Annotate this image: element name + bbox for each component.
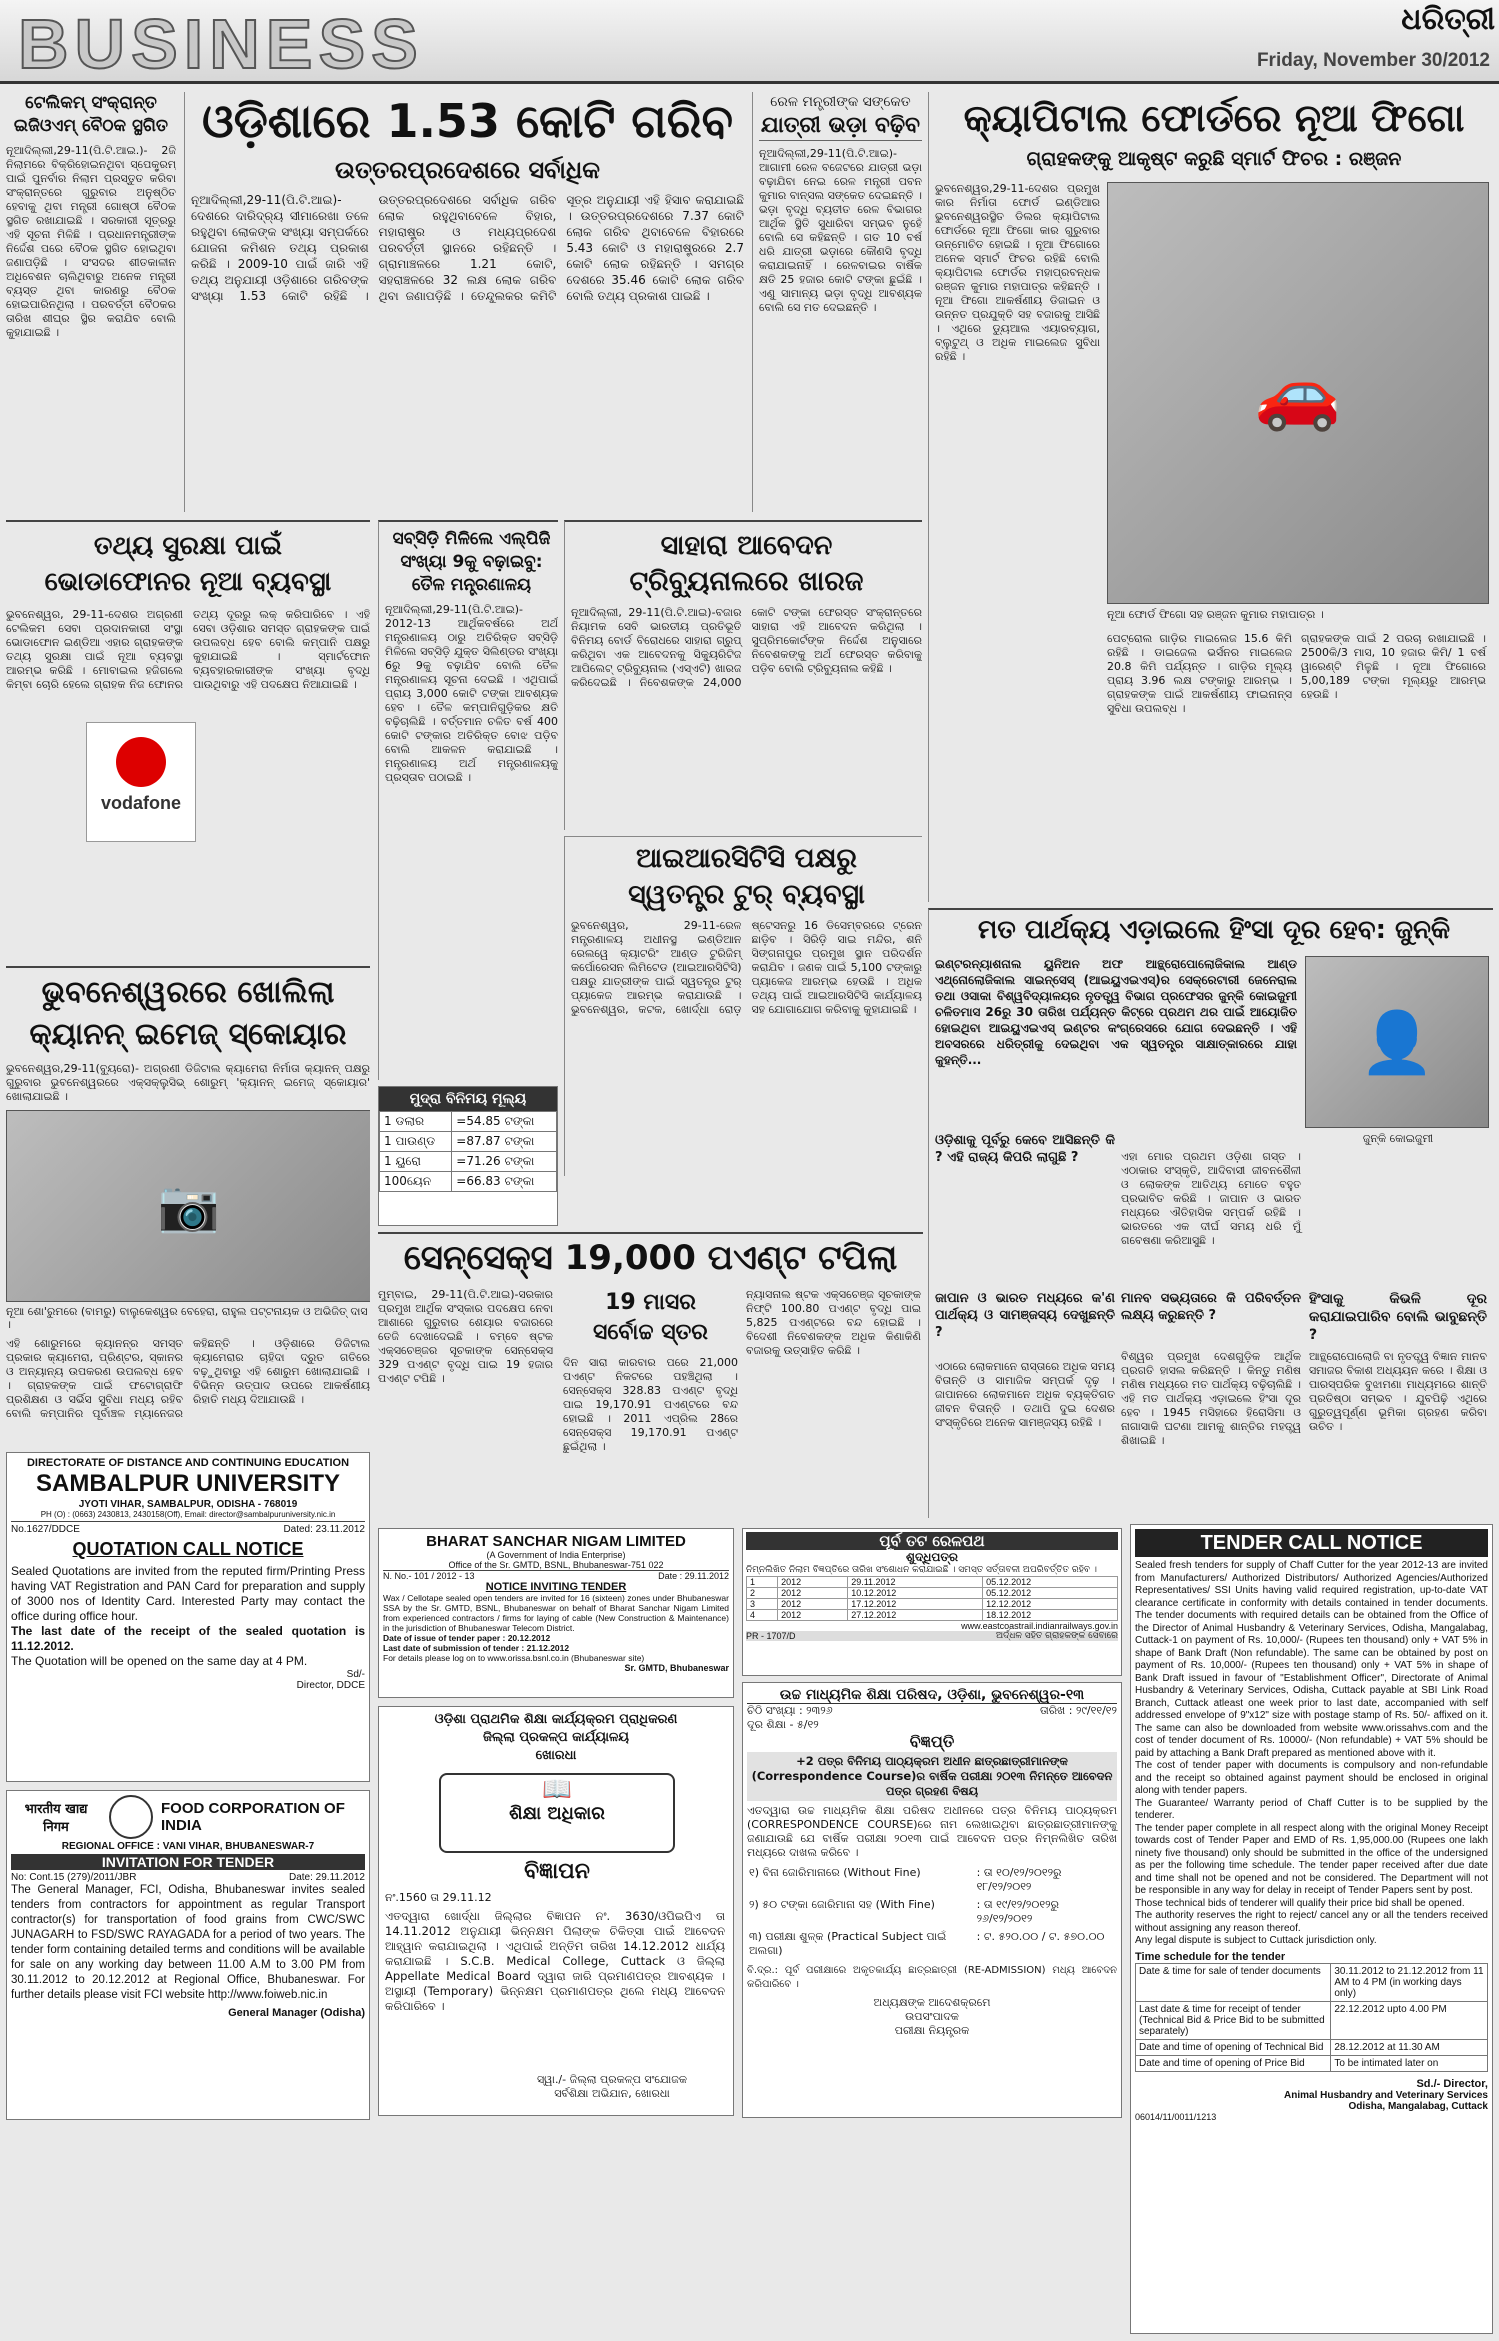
body-left: ମୁମ୍ବାଇ, 29-11(ପି.ଟି.ଆଇ)-ସରକାର ପ୍ରମୁଖ ଆର୍ଥିକ ସଂସ୍କାର ପଦକ୍ଷେପ ନେବା ଆଶାରେ ଗୁରୁବାର ଶେୟାର ବଜାରରେ ତେଜି ଦେଖାଦେଇଛି । ବମ୍ବେ ଷ୍ଟକ ଏକ୍ସଚେଞ୍ଜର ସୂଚକାଙ୍କ ସେନ୍‌ସେକ୍ସ 329 ପଏଣ୍ଟ ବୃଦ୍ଧି ପାଇ 19 ହଜାର ପଏଣ୍ଟ ଟପିଛି । — [378, 1288, 553, 1385]
chse-file: ଦୂର ଶିକ୍ଷା - ୫/୧୨ — [747, 1718, 819, 1731]
body: ଏହି ଶୋରୁମରେ କ୍ୟାନନ୍‌ର ସମସ୍ତ ପ୍ରକାର କ୍ୟାମେରା, ପ୍ରିଣ୍ଟର, ସ୍କାନର ଓ ଅନ୍ୟାନ୍ୟ ଉପକରଣ ଉପଲବ୍ଧ ହେବ । ଗ୍ରାହକଙ୍କ ପାଇଁ ଫଟୋଗ୍ରାଫି ପ୍ରଶିକ୍ଷଣ ଓ ସର୍ଭିସ ସୁବିଧା ମଧ୍ୟ ରହିବ ବୋଲି କମ୍ପାନିର ପୂର୍ବାଞ୍ଚଳ ମ୍ୟାନେଜର କହିଛନ୍ତି । ଓଡ଼ିଶାରେ ଡିଜିଟାଲ କ୍ୟାମେରାର ଚାହିଦା ଦ୍ରୁତ ଗତିରେ ବଢ଼ୁଥିବାରୁ ଏହି ଶୋରୁମ ଖୋଲାଯାଇଛି । ବିଭିନ୍ନ ଉତ୍ପାଦ ଉପରେ ଆକର୍ଷଣୀୟ ରିହାତି ମଧ୍ୟ ଦିଆଯାଉଛି । — [6, 1337, 370, 1420]
logo-text: vodafone — [100, 793, 181, 813]
ecr-pr: PR - 1707/D — [746, 1631, 796, 1641]
bsnl-body: Wax / Cellotape sealed open tenders are invited for 16 (sixteen) zones under Bhubaneswar SSA by the Sr. GMTD, BSNL, Bhubaneswar on behalf of Bharat Sanchar Nigam Limited from experienced contractors / firms for laying of cable (New Construction & Maintenance) in the jurisdiction of Bhubaneswar Telecom District. — [383, 1593, 729, 1633]
body-intro: ଭୁବନେଶ୍ୱର,29-11(ବ୍ୟୁରୋ)- ଅଗ୍ରଣୀ ଡିଜିଟାଲ କ୍ୟାମେରା ନିର୍ମାତା କ୍ୟାନନ୍ ପକ୍ଷରୁ ଗୁରୁବାର ଭୁବନେଶ୍ୱରରେ ଏକ୍ସକ୍ଲୁସିଭ୍ ଶୋରୁମ୍ 'କ୍ୟାନନ୍ ଇମେଜ୍ ସ୍କୋୟାର' ଖୋଲାଯାଇଛି । — [6, 1062, 370, 1103]
chse-row-cell: : ତା ୧୦/୧୨/୨୦୧୨ରୁ ୧୮/୧୨/୨୦୧୨ — [976, 1866, 1062, 1893]
question-3: ହିଂସାକୁ କିଭଳି ଦୂର କରାଯାଇପାରିବ ବୋଲି ଭାବୁଛନ୍ତି ? — [1309, 1291, 1487, 1343]
opepa-no: ନଂ.1560 ତା 29.11.12 — [385, 1891, 492, 1904]
tender-schedule-row — [1136, 2039, 1488, 2055]
chse-sub: +2 ପତ୍ର ବିନିମୟ ପାଠ୍ୟକ୍ରମ ଅଧୀନ ଛାତ୍ରଛାତ୍ରୀମାନଙ୍କ (Correspondence Course)ର ବାର୍ଷିକ ପରୀକ୍ଷା ୨୦୧୩ ନିମନ୍ତେ ଆବେଦନ ପତ୍ର ଗ୍ରହଣ ବିଷୟ — [747, 1752, 1117, 1801]
vodafone-mark-icon — [116, 737, 166, 787]
forex-row-cell: 1 ପାଉଣ୍ଡ — [380, 1132, 452, 1152]
chse-row-cell: ୨) ୫୦ ଟଙ୍କା ଜୋରିମାନା ସହ (With Fine) — [749, 1898, 935, 1911]
fci-heading: INVITATION FOR TENDER — [11, 1854, 365, 1870]
forex-row-cell: =87.87 ଟଙ୍କା — [452, 1132, 557, 1152]
book-icon: 📖 — [542, 1775, 572, 1803]
tender-schedule-row-cell: Date & time for sale of tender documents — [1136, 1963, 1331, 2001]
ecr-table — [746, 1576, 1118, 1621]
chse-body: ଏତଦ୍ୱାରା ଉଚ୍ଚ ମାଧ୍ୟମିକ ଶିକ୍ଷା ପରିଷଦ ଅଧୀନରେ ପତ୍ର ବିନିମୟ ପାଠ୍ୟକ୍ରମ (CORRESPONDENCE COURSE)ରେ ନାମ ଲେଖାଇଥିବା ଛାତ୍ରଛାତ୍ରୀମାନଙ୍କୁ ଜଣାଯାଉଛି ଯେ ବାର୍ଷିକ ପରୀକ୍ଷା ୨୦୧୩ ପାଇଁ ଆବେଦନ ପତ୍ର ନିମ୍ନଲିଖିତ ତାରିଖ ମଧ୍ୟରେ ଦାଖଲ କରିବେ । — [747, 1804, 1117, 1859]
ecr-row — [747, 1599, 1118, 1610]
tender-ref: 06014/11/0011/1213 — [1135, 2111, 1217, 2122]
subheadline: 19 ମାସର ସର୍ବୋଚ୍ଚ ସ୍ତର — [593, 1290, 708, 1345]
chse-no: ଚିଠି ସଂଖ୍ୟା : ୨୩୨୬ — [747, 1704, 833, 1717]
ecr-row — [747, 1577, 1118, 1588]
tender-sign2: Animal Husbandry and Veterinary Services — [1284, 2089, 1488, 2101]
car-photo — [1107, 182, 1489, 604]
forex-row-cell: 1 ଡଲାର — [380, 1112, 452, 1132]
ecr-row-cell: 1 — [747, 1577, 778, 1588]
ad-fci-tender — [6, 1790, 370, 2120]
car-icon: 🚗 — [1254, 351, 1342, 434]
headline: ଭୁବନେଶ୍ୱରରେ ଖୋଲିଲା କ୍ୟାନନ୍ ଇମେଜ୍ ସ୍କୋୟାର — [29, 975, 347, 1052]
body: ନୂଆଦିଲ୍ଲୀ,29-11(ପି.ଟି.ଆଇ)-ଆଗାମୀ ରେଳ ବଜେଟରେ ଯାତ୍ରୀ ଭଡ଼ା ବଢ଼ାଯିବା ନେଇ ରେଳ ମନ୍ତ୍ରୀ ପବନ କୁମାର ବାନ୍ସଲ ସଙ୍କେତ ଦେଇଛନ୍ତି । ଭଡ଼ା ବୃଦ୍ଧି ବ୍ୟତୀତ ରେଳ ବିଭାଗର ଆର୍ଥିକ ସ୍ଥିତି ସୁଧାରିବା ସମ୍ଭବ ନୁହେଁ ବୋଲି ସେ କହିଛନ୍ତି । ଗତ 10 ବର୍ଷ ଧରି ଯାତ୍ରୀ ଭଡ଼ାରେ କୌଣସି ବୃଦ୍ଧି କରାଯାଇନାହିଁ । ରେଳବାଇର ବାର୍ଷିକ କ୍ଷତି 25 ହଜାର କୋଟି ଟଙ୍କା ଛୁଇଁଛି । ଏଣୁ ସାମାନ୍ୟ ଭଡ଼ା ବୃଦ୍ଧି ଆବଶ୍ୟକ ବୋଲି ସେ ମତ ଦେଇଛନ୍ତି । — [759, 147, 922, 314]
store-photo — [6, 1110, 370, 1302]
sambalpur-ref — [11, 1524, 365, 1535]
forex-title: ମୁଦ୍ରା ବିନିମୟ ମୂଲ୍ୟ — [379, 1087, 557, 1111]
article-sahara — [564, 520, 922, 830]
ecr-row-cell: 2012 — [778, 1599, 848, 1610]
tender-body5: Those technical bids of tenderer will qualify their price bid shall be opened. — [1135, 1897, 1465, 1909]
ecr-row-cell: 10.12.2012 — [848, 1588, 983, 1599]
body-middle: ପେଟ୍ରୋଲ ଗାଡ଼ିର ମାଇଲେଜ 15.6 କିମି ରହିଛି । ଡାଇଜେଲ ଭର୍ସନର ମାଇଲେଜ 20.8 କିମି ପର୍ଯ୍ୟନ୍ତ । ଗାଡ଼ିର ମୂଲ୍ୟ ପ୍ରାୟ 3.96 ଲକ୍ଷ ଟଙ୍କାରୁ ଆରମ୍ଭ । ଗ୍ରାହକଙ୍କ ପାଇଁ ଆକର୍ଷଣୀୟ ଫାଇନାନ୍ସ ସୁବିଧା ଉପଲବ୍ଧ । — [1107, 632, 1292, 715]
forex-row-cell: =71.26 ଟଙ୍କା — [452, 1152, 557, 1172]
tender-schedule-row-cell: Date and time of opening of Price Bid — [1136, 2055, 1331, 2071]
body: ଭୁବନେଶ୍ୱର, 29-11-ଦେଶର ଅଗ୍ରଣୀ ଟେଲିକମ ସେବା ପ୍ରଦାନକାରୀ ସଂସ୍ଥା ଭୋଡାଫୋନ ଇଣ୍ଡିଆ ଏହାର ଗ୍ରାହକଙ୍କ ତଥ୍ୟ ସୁରକ୍ଷା ପାଇଁ ନୂଆ ବ୍ୟବସ୍ଥା ଆରମ୍ଭ କରିଛି । ମୋବାଇଲ ହଜିଗଲେ କିମ୍ବା ଚୋରି ହେଲେ ଗ୍ରାହକ ନିଜ ଫୋନର ତଥ୍ୟ ଦୂରରୁ ଲକ୍ କରିପାରିବେ । ଏହି ସେବା ଓଡ଼ିଶାର ସମସ୍ତ ଗ୍ରାହକଙ୍କ ପାଇଁ ଉପଲବ୍ଧ ହେବ ବୋଲି କମ୍ପାନି ପକ୍ଷରୁ କୁହାଯାଇଛି । ସ୍ମାର୍ଟଫୋନ ବ୍ୟବହାରକାରୀଙ୍କ ସଂଖ୍ୟା ବୃଦ୍ଧି ପାଉଥିବାରୁ ଏହି ପଦକ୍ଷେପ ନିଆଯାଇଛି । — [6, 608, 370, 691]
headline: ସବ୍‌ସିଡ଼ି ମିଳିଲେ ଏଲ୍‌ପିଜି ସଂଖ୍ୟା 9କୁ ବଢ଼ାଇବୁ: ତୈଳ ମନ୍ତ୍ରଣାଳୟ — [392, 529, 551, 595]
headline: କ୍ୟାପିଟାଲ ଫୋର୍ଡରେ ନୂଆ ଫିଗୋ — [963, 96, 1465, 140]
photo-caption: ନୂଆ ଫୋର୍ଡ ଫିଗୋ ସହ ରଞ୍ଜନ କୁମାର ମହାପାତ୍ର । — [1107, 608, 1324, 621]
body: ନୂଆଦିଲ୍ଲୀ,29-11(ପି.ଟି.ଆଇ)- 2012-13 ଆର୍ଥିକବର୍ଷରେ ଅର୍ଥ ମନ୍ତ୍ରଣାଳୟ ଠାରୁ ଅତିରିକ୍ତ ସବ୍‌ସିଡ଼ି ମିଳିଲେ ସବ୍‌ସିଡ଼ି ଯୁକ୍ତ ସିଲିଣ୍ଡର ସଂଖ୍ୟା 6ରୁ 9କୁ ବଢ଼ାଯିବ ବୋଲି ତୈଳ ମନ୍ତ୍ରଣାଳୟ ସୂଚନା ଦେଇଛି । ଏଥିପାଇଁ ପ୍ରାୟ 3,000 କୋଟି ଟଙ୍କା ଆବଶ୍ୟକ ହେବ । ତୈଳ କମ୍ପାନିଗୁଡ଼ିକର କ୍ଷତି ବଢ଼ିଚାଲିଛି । ବର୍ତ୍ତମାନ ଚଳିତ ବର୍ଷ 400 କୋଟି ଟଙ୍କାର ଅତିରିକ୍ତ ବୋଝ ପଡ଼ିବ ବୋଲି ଆକଳନ କରାଯାଇଛି । ମନ୍ତ୍ରଣାଳୟ ଅର୍ଥ ମନ୍ତ୍ରଣାଳୟକୁ ପ୍ରସ୍ତାବ ପଠାଇଛି । — [385, 603, 558, 784]
tender-body7: Any legal dispute is subject to Cuttack jurisdiction only. — [1135, 1935, 1377, 1946]
question-2: ଜାପାନ ଓ ଭାରତ ମଧ୍ୟରେ କ'ଣ ପାର୍ଥକ୍ୟ ଓ ସାମଞ୍ଜସ୍ୟ ଦେଖୁଛନ୍ତି ? — [935, 1291, 1115, 1340]
ecr-row-cell: 2 — [747, 1588, 778, 1599]
bsnl-d1: Date of issue of tender paper : 20.12.2012 — [383, 1633, 551, 1643]
headline: ମତ ପାର୍ଥକ୍ୟ ଏଡ଼ାଇଲେ ହିଂସା ଦୂର ହେବ: ଜୁନ୍‌କି — [977, 915, 1451, 945]
body-right: ନ୍ୟାସନାଲ ଷ୍ଟକ ଏକ୍ସଚେଞ୍ଜ ସୂଚକାଙ୍କ ନିଫ୍ଟି 100.80 ପଏଣ୍ଟ ବୃଦ୍ଧି ପାଇ 5,825 ପଏଣ୍ଟରେ ବନ୍ଦ ହୋଇଛି । ବିଦେଶୀ ନିବେଶକଙ୍କ ଅଧିକ କିଣାକିଣି ବଜାରକୁ ଉତ୍ସାହିତ କରିଛି । — [746, 1288, 921, 1357]
photo-caption: ନୂଆ ଶୋ'ରୁମରେ (ବାମରୁ) ବାଲୁକେଶ୍ୱର ବେହେରା, ରାହୁଲ ପଟ୍ଟନାୟକ ଓ ଅଭିଜିତ୍ ଦାସ । — [6, 1305, 368, 1331]
bsnl-more: For details please log on to www.orissa.bsnl.co.in (Bhubaneswar site) — [383, 1653, 645, 1663]
section-title: BUSINESS — [18, 6, 424, 82]
ecr-foot: ଅର୍ଦ୍ଧଳ ସହିତ ଗ୍ରାହକଙ୍କ ସେବାରେ — [996, 1631, 1118, 1641]
tender-schedule-title: Time schedule for the tender — [1135, 1950, 1286, 1963]
tender-body1: Sealed fresh tenders for supply of Chaff Cutter for the year 2012-13 are invited from Manufacturers/ Authorized Distributors/ Authorized Agencies/Authorized Representatives/ SSI Units having valid required registration, up-to-date VAT clearance certificate in conformity with details contained in tender documents. The tender documents with required details can be obtained from the Office of the Director of Animal Husbandry & Veterinary Services, Odisha, Mangalabag, Cuttack-1 on payment of Rs. 10,000/- (Rupees ten thousand) only + VAT 5% in shape of Bank Draft (Non refundable). The same can be obtained by post on payment of Rs. 10,000/- (Rupees ten thousand) only + VAT 5% in shape of Bank Draft issued in favour of "Establishment Officer", Directorate of Animal Husbandry & Veterinary Services, Odisha, Cuttack payable at SBI Link Road Branch, Cuttack atleast one week prior to last date, accompanied with self addressed envelope of 9"x12" size with postage stamp of Rs. 50/- affixed on it. The same can also be downloaded from website www.orissahvs.com and the cost of tender document of Rs. 10000/- (Non refundable) + VAT 5% should be paid by attaching a Bank Draft prepared as mentioned above with it. — [1135, 1560, 1488, 1759]
fci-emblem-icon — [109, 1795, 153, 1839]
forex-row-cell: 1 ୟୁରୋ — [380, 1152, 452, 1172]
bsnl-name: BHARAT SANCHAR NIGAM LIMITED — [426, 1533, 686, 1550]
kicker: ରେଳ ମନ୍ତ୍ରୀଙ୍କ ସଙ୍କେତ — [770, 94, 911, 110]
bsnl-d2: Last date of submission of tender : 21.12.2012 — [383, 1643, 570, 1653]
ad-chse-notice — [742, 1682, 1122, 2118]
forex-row — [380, 1152, 557, 1172]
sambalpur-body2: The last date of the receipt of the sealed quotation is 11.12.2012. — [11, 1624, 365, 1653]
chse-heading: ବିଜ୍ଞପ୍ତି — [909, 1732, 955, 1751]
question-4: ମାନବ ସଭ୍ୟତାରେ କି ପରିବର୍ତ୍ତନ ଲକ୍ଷ୍ୟ କରୁଛନ୍ତି ? — [1121, 1291, 1301, 1323]
tender-schedule-row-cell: Date and time of opening of Technical Bid — [1136, 2039, 1331, 2055]
sambalpur-name: SAMBALPUR UNIVERSITY — [35, 1470, 341, 1497]
fci-header — [11, 1795, 365, 1839]
bsnl-line2: Office of the Sr. GMTD, BSNL, Bhubaneswar-751 022 — [383, 1560, 729, 1571]
vodafone-logo — [86, 722, 196, 842]
article-rail-fare — [752, 92, 922, 512]
sambalpur-addr: JYOTI VIHAR, SAMBALPUR, ODISHA - 768019 — [78, 1499, 298, 1510]
opepa-sign: ସ୍ୱା./- ଜିଲ୍ଲା ପ୍ରକଳ୍ପ ସଂଯୋଜକ ସର୍ବଶିକ୍ଷା ଅଭିଯାନ, ଖୋରଧା — [536, 2073, 688, 2100]
tender-schedule-row-cell: To be intimated later on — [1331, 2055, 1488, 2071]
ecr-footer — [746, 1631, 1118, 1641]
sambalpur-heading: QUOTATION CALL NOTICE — [72, 1539, 304, 1559]
bsnl-date: Date : 29.11.2012 — [658, 1571, 729, 1581]
ecr-row-cell: 17.12.2012 — [848, 1599, 983, 1610]
tender-schedule-table — [1135, 1963, 1488, 2072]
forex-row — [380, 1172, 557, 1192]
headline: ଓଡ଼ିଶାରେ 1.53 କୋଟି ଗରିବ — [202, 94, 733, 148]
ecr-row — [747, 1610, 1118, 1621]
sambalpur-date: Dated: 23.11.2012 — [283, 1524, 365, 1535]
fci-body: The General Manager, FCI, Odisha, Bhubaneswar invites sealed tenders from contractors for appointment as regular Transport contractor(s) for transportation of food grains from CWC/SWC JUNAGARH to FSD/SWC RAYAGADA for a period of two years. The tender form containing detailed terms and conditions will be available for sale on any working day between 11.00 A.M to 3.00 PM from 30.11.2012 to 20.12.2012 at Regional Office, Bhubaneswar. For further details please visit FCI website http://www.foiweb.nic.in — [11, 1884, 365, 2001]
opepa-body: ଏତଦ୍ୱାରା ଖୋର୍ଦ୍ଧା ଜିଲ୍ଲାର ବିଜ୍ଞାପନ ନଂ. 3630/ଓପିଇପିଏ ତା 14.11.2012 ଅନୁଯାୟୀ ଭିନ୍ନକ୍ଷମ ପିଲାଙ୍କ ଚିକିତ୍ସା ପାଇଁ ଆବେଦନ ଆହ୍ୱାନ କରାଯାଇଥିଲା । ଏଥିପାଇଁ ଅନ୍ତିମ ତାରିଖ 14.12.2012 ଧାର୍ଯ୍ୟ କରାଯାଇଛି । S.C.B. Medical College, Cuttack ଓ ଜିଲ୍ଲା Appellate Medical Board ଦ୍ୱାରା ଜାରି ପ୍ରମାଣପତ୍ର ଆବଶ୍ୟକ । ଅସ୍ଥାୟୀ (Temporary) ଭିନ୍ନକ୍ଷମ ପ୍ରମାଣପତ୍ର ଥିଲେ ମଧ୍ୟ ଆବେଦନ କରିପାରିବେ । — [385, 1909, 725, 2013]
forex-row-cell: =66.83 ଟଙ୍କା — [452, 1172, 557, 1192]
sambalpur-body: Sealed Quotations are invited from the reputed firm/Printing Press having VAT Registration and PAN Card for preparation and supply of 3000 nos of Identity Card. Interested Party may contact the office during office hour. — [11, 1564, 365, 1623]
tender-schedule-row-cell: 22.12.2012 upto 4.00 PM — [1331, 2001, 1488, 2039]
ad-bsnl-tender — [378, 1528, 734, 1698]
chse-row-cell: ୧) ବିନା ଜୋରିମାନାରେ (Without Fine) — [749, 1866, 921, 1879]
tender-body3: The Guarantee/ Warranty period of Chaff Cutter is to be supplied by the tenderer. — [1135, 1797, 1488, 1821]
ecr-row-cell: 3 — [747, 1599, 778, 1610]
article-sensex — [378, 1232, 923, 1522]
subheadline: ଗ୍ରାହକଙ୍କୁ ଆକୃଷ୍ଟ କରୁଛି ସ୍ମାର୍ଟ ଫିଚର : ରଞ୍ଜନ — [1026, 148, 1402, 170]
forex-row — [380, 1132, 557, 1152]
tender-heading: TENDER CALL NOTICE — [1135, 1529, 1488, 1557]
tender-schedule-row-cell: 30.11.2012 to 21.12.2012 from 11 AM to 4 PM (in working days only) — [1331, 1963, 1488, 2001]
ad-east-coast-railway — [742, 1528, 1122, 1676]
question-1: ଓଡ଼ିଶାକୁ ପୂର୍ବରୁ କେବେ ଆସିଛନ୍ତି କି ? ଏହି ରାଜ୍ୟ କିପରି ଲାଗୁଛି ? — [935, 1133, 1115, 1165]
bsnl-ref — [383, 1571, 729, 1581]
body: ନୂଆଦିଲ୍ଲୀ,29-11(ପି.ଟି.ଆଇ.)- 2ଜି ନିଲାମରେ ବିକ୍ରିହୋଇନଥିବା ସ୍ପେକ୍ଟ୍ରମ୍ ପାଇଁ ପୁନର୍ବାର ନିଲାମ ପ୍ରସ୍ତୁତ କରିବା ସଂକ୍ରାନ୍ତରେ ଗୁରୁବାର ଅନୁଷ୍ଠିତ ହେବାକୁ ଥିବା ମନ୍ତ୍ରୀ ଗୋଷ୍ଠୀ ବୈଠକ ସ୍ଥଗିତ ରଖାଯାଇଛି । ସରକାରୀ ସୂତ୍ରରୁ ଏହି ସୂଚନା ମିଳିଛି । ପ୍ରଧାନମନ୍ତ୍ରୀଙ୍କ ନିର୍ଦ୍ଦେଶ ପରେ ବୈଠକ ସ୍ଥଗିତ ହୋଇଥିବା ଜଣାପଡ଼ିଛି । ସଂସଦର ଶୀତକାଳୀନ ଅଧିବେଶନ ଚାଲିଥିବାରୁ ଅନେକ ମନ୍ତ୍ରୀ ବ୍ୟସ୍ତ ଥିବା କାରଣରୁ ବୈଠକ ହୋଇପାରିନଥିଲା । ପରବର୍ତ୍ତୀ ବୈଠକର ତାରିଖ ଶୀଘ୍ର ସ୍ଥିର କରାଯିବ ବୋଲି କୁହାଯାଇଛି । — [6, 144, 176, 339]
headline: ତଥ୍ୟ ସୁରକ୍ଷା ପାଇଁ ଭୋଡାଫୋନର ନୂଆ ବ୍ୟବସ୍ଥା — [44, 531, 332, 597]
fci-ref — [11, 1872, 365, 1883]
chse-date: ତାରିଖ : ୨୯/୧୧/୧୨ — [1039, 1704, 1117, 1717]
ad-tender-call-notice — [1130, 1524, 1493, 2334]
body: ଭୁବନେଶ୍ୱର, 29-11-ରେଳ ମନ୍ତ୍ରଣାଳୟ ଅଧୀନସ୍ଥ ଇଣ୍ଡିଆନ ରେଲୱେ କ୍ୟାଟରିଂ ଆଣ୍ଡ ଟୁରିଜିମ୍ କର୍ପୋରେସନ ଲିମିଟେଡ (ଆଇଆରସିଟିସି) ପକ୍ଷରୁ ଯାତ୍ରୀଙ୍କ ପାଇଁ ସ୍ୱତନ୍ତ୍ର ଟୁର୍ ପ୍ୟାକେଜ ଆରମ୍ଭ କରାଯାଉଛି । ଭୁବନେଶ୍ୱର, କଟକ, ଖୋର୍ଦ୍ଧା ରୋଡ଼ ଷ୍ଟେସନରୁ 16 ଡିସେମ୍ବରରେ ଟ୍ରେନ ଛାଡ଼ିବ । ସିରିଡ଼ି ସାଇ ମନ୍ଦିର, ଶନି ସିଙ୍ଗନାପୁର ପ୍ରମୁଖ ସ୍ଥାନ ପରିଦର୍ଶନ କରାଯିବ । ଜଣକ ପାଇଁ 5,100 ଟଙ୍କାରୁ ପ୍ୟାକେଜ ଆରମ୍ଭ ହେଉଛି । ଅଧିକ ତଥ୍ୟ ପାଇଁ ଆଇଆରସିଟିସି କାର୍ଯ୍ୟାଳୟ ସହ ଯୋଗାଯୋଗ କରିବାକୁ କୁହାଯାଇଛି । — [571, 919, 922, 1016]
headline: ଆଇଆରସିଟିସି ପକ୍ଷରୁ ସ୍ୱତନ୍ତ୍ର ଟୁର୍ ବ୍ୟବସ୍ଥା — [628, 843, 865, 910]
headline: ଟେଲିକମ୍ ସଂକ୍ରାନ୍ତ ଇଜିଓଏମ୍ ବୈଠକ ସ୍ଥଗିତ — [13, 93, 169, 136]
tender-body6: The authority reserves the right to reject/ cancel any or all the tenders received without assigning any reason thereof. — [1135, 1910, 1488, 1934]
forex-row-cell: 100ୟେନ — [380, 1172, 452, 1192]
tender-sign1: Sd./- Director, — [1416, 2077, 1488, 2090]
bsnl-heading: NOTICE INVITING TENDER — [485, 1581, 627, 1593]
article-ford-figo — [928, 92, 1493, 902]
answer-1: ଏହା ମୋର ପ୍ରଥମ ଓଡ଼ିଶା ଗସ୍ତ । ଏଠାକାର ସଂସ୍କୃତି, ଆଦିବାସୀ ଜୀବନଶୈଳୀ ଓ ଲୋକଙ୍କ ଆତିଥ୍ୟ ମୋତେ ବହୁତ ପ୍ରଭାବିତ କରିଛି । ଜାପାନ ଓ ଭାରତ ମଧ୍ୟରେ ଐତିହାସିକ ସମ୍ପର୍କ ରହିଛି । ଭାରତରେ ଏକ ଦୀର୍ଘ ସମୟ ଧରି ମୁଁ ଗବେଷଣା କରିଆସୁଛି । — [1121, 1150, 1301, 1247]
ecr-row-cell: 12.12.2012 — [983, 1599, 1118, 1610]
bsnl-sign: Sr. GMTD, Bhubaneswar — [624, 1663, 729, 1673]
tender-schedule-row — [1136, 2055, 1488, 2071]
article-canon-store — [6, 966, 370, 1446]
chse-row — [747, 1896, 1117, 1928]
fci-sign: General Manager (Odisha) — [228, 2007, 365, 2019]
article-vodafone — [6, 520, 370, 960]
sambalpur-body3: The Quotation will be opened on the same day at 4 PM. — [11, 1654, 308, 1668]
body-middle: ଦିନ ସାରା କାରବାର ପରେ 21,000 ପଏଣ୍ଟ ନିକଟରେ ପହଞ୍ଚିଥିଲା । ସେନ୍‌ସେକ୍ସ 328.83 ପଏଣ୍ଟ ବୃଦ୍ଧି ପାଇ 19,170.91 ପଏଣ୍ଟରେ ବନ୍ଦ ହୋଇଛି । 2011 ଏପ୍ରିଲ 28ରେ ସେନ୍‌ସେକ୍ସ 19,170.91 ପଏଣ୍ଟ ଛୁଇଁଥିଲା । — [563, 1356, 738, 1453]
bsnl-no: N. No.- 101 / 2012 - 13 — [383, 1571, 475, 1581]
headline: ସେନ୍‌ସେକ୍ସ 19,000 ପଏଣ୍ଟ ଟପିଲା — [403, 1238, 898, 1278]
answer-2: ଏଠାରେ ଲୋକମାନେ ରାସ୍ତାରେ ଅଧିକ ସମୟ ବିତାନ୍ତି ଓ ସାମାଜିକ ସମ୍ପର୍କ ଦୃଢ଼ । ଜାପାନରେ ଲୋକମାନେ ଅଧିକ ବ୍ୟକ୍ତିଗତ ଜୀବନ ବିତାନ୍ତି । ତଥାପି ଦୁଇ ଦେଶର ସଂସ୍କୃତିରେ ଅନେକ ସାମଞ୍ଜସ୍ୟ ରହିଛି । — [935, 1360, 1115, 1429]
article-lpg-subsidy — [378, 520, 558, 1080]
chse-row — [747, 1864, 1117, 1896]
ecr-row-cell: 05.12.2012 — [983, 1577, 1118, 1588]
opepa-head: ଓଡ଼ିଶା ପ୍ରାଥମିକ ଶିକ୍ଷା କାର୍ଯ୍ୟକ୍ରମ ପ୍ରାଧିକରଣ ଜିଲ୍ଲା ପ୍ରକଳ୍ପ କାର୍ଯ୍ୟାଳୟ ଖୋରଧା — [434, 1712, 678, 1763]
fci-date: Date: 29.11.2012 — [289, 1872, 365, 1883]
ecr-row-cell: 2012 — [778, 1577, 848, 1588]
forex-rates-box — [378, 1086, 558, 1226]
chse-head: ଉଚ୍ଚ ମାଧ୍ୟମିକ ଶିକ୍ଷା ପରିଷଦ, ଓଡ଼ିଶା, ଭୁବନେଶ୍ୱର-୧୩ — [747, 1687, 1117, 1704]
article-odisha-poverty — [184, 92, 744, 512]
headline: ସାହାରା ଆବେଦନ ଟ୍ରିବ୍ୟୁନାଲରେ ଖାରଜ — [629, 530, 864, 597]
rte-logo — [439, 1773, 675, 1853]
forex-row-cell: =54.85 ଟଙ୍କା — [452, 1112, 557, 1132]
ecr-row-cell: 2012 — [778, 1588, 848, 1599]
chse-row — [747, 1928, 1117, 1960]
issue-date: Friday, November 30/2012 — [1256, 50, 1490, 71]
subheadline: ଉତ୍ତରପ୍ରଦେଶରେ ସର୍ବାଧିକ — [335, 156, 600, 184]
ecr-row-cell: 05.12.2012 — [983, 1588, 1118, 1599]
tender-schedule-row-cell: Last date & time for receipt of tender (Technical Bid & Price Bid to be submitted separately) — [1136, 2001, 1331, 2039]
article-telecom-egom — [6, 92, 176, 512]
sambalpur-sign: Sd/- Director, DDCE — [296, 1669, 365, 1691]
tender-sign3: Odisha, Mangalabag, Cuttack — [1348, 2100, 1488, 2112]
body: ନୂଆଦିଲ୍ଲୀ,29-11(ପି.ଟି.ଆଇ)-ଦେଶରେ ଦାରିଦ୍ର୍ୟ ସୀମାରେଖା ତଳେ ରହୁଥିବା ଲୋକଙ୍କ ସଂଖ୍ୟା ସମ୍ପର୍କରେ ଯୋଜନା କମିଶନ ତଥ୍ୟ ପ୍ରକାଶ କରିଛି । 2009-10 ପାଇଁ ଜାରି ଏହି ତଥ୍ୟ ଅନୁଯାୟୀ ଓଡ଼ିଶାରେ ଗରିବଙ୍କ ସଂଖ୍ୟା 1.53 କୋଟି ରହିଛି । ଉତ୍ତରପ୍ରଦେଶରେ ସର୍ବାଧିକ ଗରିବ ଲୋକ ରହୁଥିବାବେଳେ ବିହାର, ମହାରାଷ୍ଟ୍ର ଓ ମଧ୍ୟପ୍ରଦେଶ ପରବର୍ତ୍ତୀ ସ୍ଥାନରେ ରହିଛନ୍ତି । ଗ୍ରାମାଞ୍ଚଳରେ 1.21 କୋଟି, ସହରାଞ୍ଚଳରେ 32 ଲକ୍ଷ ଲୋକ ଗରିବ ଥିବା ଜଣାପଡ଼ିଛି । ତେନ୍ଦୁଲକର କମିଟି ସୂତ୍ର ଅନୁଯାୟୀ ଏହି ହିସାବ କରାଯାଇଛି । ଉତ୍ତରପ୍ରଦେଶରେ 7.37 କୋଟି ଲୋକ ଗରିବ ଥିବାବେଳେ ବିହାରରେ 5.43 କୋଟି ଓ ମହାରାଷ୍ଟ୍ରରେ 2.7 କୋଟି ଲୋକ ରହିଛନ୍ତି । ସମଗ୍ର ଦେଶରେ 35.46 କୋଟି ଲୋକ ଗରିବ ବୋଲି ତଥ୍ୟ ପ୍ରକାଶ ପାଇଛି । — [191, 193, 744, 303]
person-icon: 👤 — [1359, 1007, 1435, 1078]
chse-table — [747, 1864, 1117, 1960]
camera-icon: 📷 — [157, 1176, 221, 1235]
ecr-row-cell: 29.11.2012 — [848, 1577, 983, 1588]
fci-no: No: Cont.15 (279)/2011/JBR — [11, 1872, 137, 1883]
ecr-head: ପୂର୍ବ ତଟ ରେଳପଥ — [746, 1532, 1118, 1550]
tender-schedule-row-cell: 28.12.2012 at 11.30 AM — [1331, 2039, 1488, 2055]
ecr-row — [747, 1588, 1118, 1599]
tender-body2: The cost of tender paper with documents is compulsory and non-refundable and the receipt so obtained against payment should be enclosed in original along with tender papers. — [1135, 1760, 1488, 1796]
portrait-photo — [1305, 956, 1489, 1128]
ecr-row-cell: 27.12.2012 — [848, 1610, 983, 1621]
opepa-heading: ବିଜ୍ଞାପନ — [524, 1859, 590, 1884]
brand-logo: ଧରିତ୍ରୀ — [1401, 2, 1495, 37]
ad-sambalpur-university — [6, 1452, 370, 1782]
ecr-sub: ଶୁଦ୍ଧିପତ୍ର — [906, 1550, 958, 1564]
forex-table — [379, 1111, 557, 1192]
chse-ref — [747, 1704, 1117, 1718]
tender-body4: The tender paper complete in all respect along with the original Money Receipt towards cost of Tender Paper and EMD of Rs. 1,95,000.00 (Rupees one lakh ninety five thousand) only should be submitted in the office of the undersigned as per the following time schedule. The tender paper received after due date and time shall not be opened and not be considered. The Department will not be responsible in any way for delay in receipt of Tender Papers sent by post. — [1135, 1822, 1488, 1896]
answer-4: ଆନ୍ଥ୍ରୋପୋଲୋଜି ବା ନୃତତ୍ତ୍ୱ ବିଜ୍ଞାନ ମାନବ ସମାଜର ବିକାଶ ଅଧ୍ୟୟନ କରେ । ଶିକ୍ଷା ଓ ପାରସ୍ପରିକ ବୁଝାମଣା ମାଧ୍ୟମରେ ଶାନ୍ତି ପ୍ରତିଷ୍ଠା ସମ୍ଭବ । ଯୁବପିଢ଼ି ଏଥିରେ ଗୁରୁତ୍ୱପୂର୍ଣ୍ଣ ଭୂମିକା ଗ୍ରହଣ କରିବା ଉଚିତ । — [1309, 1350, 1487, 1433]
tender-schedule-row — [1136, 2001, 1488, 2039]
ad-opepa-notice — [378, 1706, 734, 2116]
ecr-row-cell: 2012 — [778, 1610, 848, 1621]
chse-row-cell: : ଟ. ୫୨୦.୦୦ / ଟ. ୫୭୦.୦୦ — [976, 1930, 1105, 1943]
lead: ଇଣ୍ଟରନ୍ୟାଶନାଲ ୟୁନିଅନ ଅଫ ଆନ୍ଥ୍ରୋପୋଲୋଜିକାଲ ଆଣ୍ଡ ଏଥ୍ନୋଲୋଜିକାଲ ସାଇନ୍ସେସ୍ (ଆଇୟୁଏଇଏସ୍)ର ସେକ୍ରେଟାରୀ ଜେନେରାଲ ତଥା ଓସାକା ବିଶ୍ୱବିଦ୍ୟାଳୟର ନୃତତ୍ତ୍ୱ ବିଭାଗ ପ୍ରଫେସର ଜୁନ୍‌କି କୋଇଜୁମୀ ଚଳିତମାସ 26ରୁ 30 ତାରିଖ ପର୍ଯ୍ୟନ୍ତ କିଟ୍‌ରେ ପ୍ରଥମ ଥର ପାଇଁ ଆୟୋଜିତ ହୋଇଥିବା ଆଇୟୁଏଇଏସ୍ ଇଣ୍ଟର କଂଗ୍ରେସରେ ଯୋଗ ଦେଇଛନ୍ତି । ଏହି ଅବସରରେ ଧରିତ୍ରୀକୁ ଦେଇଥିବା ଏକ ସ୍ୱତନ୍ତ୍ର ସାକ୍ଷାତ୍କାରରେ ଯାହା କୁହନ୍ତି... — [935, 957, 1297, 1067]
ecr-row-cell: 18.12.2012 — [983, 1610, 1118, 1621]
sambalpur-no: No.1627/DDCE — [11, 1524, 80, 1535]
chse-row-cell: : ତା ୧୯/୧୨/୨୦୧୨ରୁ ୨୬/୧୨/୨୦୧୨ — [976, 1898, 1059, 1925]
headline: ଯାତ୍ରୀ ଭଡ଼ା ବଢ଼ିବ — [759, 112, 922, 141]
chse-note: ବି.ଦ୍ର.: ପୂର୍ବ ପରୀକ୍ଷାରେ ଅକୃତକାର୍ଯ୍ୟ ଛାତ୍ରଛାତ୍ରୀ (RE-ADMISSION) ମଧ୍ୟ ଆବେଦନ କରିପାରିବେ । — [747, 1965, 1117, 1990]
tender-schedule-row — [1136, 1963, 1488, 2001]
chse-sign: ଅଧ୍ୟକ୍ଷଙ୍କ ଆଦେଶକ୍ରମେ ଉପସଂପାଦକ ପରୀକ୍ଷା ନିୟନ୍ତ୍ରକ — [873, 1996, 991, 2037]
masthead — [0, 0, 1499, 84]
bsnl-line1: (A Government of India Enterprise) — [486, 1550, 626, 1560]
answer-3: ବିଶ୍ୱର ପ୍ରମୁଖ ଦେଶଗୁଡ଼ିକ ଆର୍ଥିକ ପ୍ରଗତି ହାସଲ କରିଛନ୍ତି । କିନ୍ତୁ ମଣିଷ ମଣିଷ ମଧ୍ୟରେ ମତ ପାର୍ଥକ୍ୟ ବଢ଼ିଚାଲିଛି । ଏହି ମତ ପାର୍ଥକ୍ୟ ଏଡ଼ାଇଲେ ହିଂସା ଦୂର ହେବ । 1945 ମସିହାରେ ହିରୋସିମା ଓ ନାଗାସାକି ଘଟଣା ଆମକୁ ଶାନ୍ତିର ମହତ୍ତ୍ୱ ଶିଖାଇଛି । — [1121, 1350, 1301, 1447]
body: ନୂଆଦିଲ୍ଲୀ, 29-11(ପି.ଟି.ଆଇ)-ବଜାର ନିୟାମକ ସେବି ଭାରତୀୟ ପ୍ରତିଭୂତି ବିନିମୟ ବୋର୍ଡ ବିରୋଧରେ ସାହାରା ଗ୍ରୁପ୍ କରିଥିବା ଏକ ଆବେଦନକୁ ସିକ୍ୟୁରିଟିଜ ଆପିଲେଟ୍ ଟ୍ରିବ୍ୟୁନାଲ (ଏସ୍‌ଏଟି) ଖାରଜ କରିଦେଇଛି । ନିବେଶକଙ୍କ 24,000 କୋଟି ଟଙ୍କା ଫେରସ୍ତ ସଂକ୍ରାନ୍ତରେ ସାହାରା ଏହି ଆବେଦନ କରିଥିଲା । ସୁପ୍ରିମକୋର୍ଟଙ୍କ ନିର୍ଦ୍ଦେଶ ଅନୁସାରେ ନିବେଶକଙ୍କୁ ଅର୍ଥ ଫେରସ୍ତ କରିବାକୁ ପଡ଼ିବ ବୋଲି ଟ୍ରିବ୍ୟୁନାଲ କହିଛି । — [571, 606, 922, 689]
article-irctc-tour — [564, 836, 922, 1176]
ecr-row-cell: 4 — [747, 1610, 778, 1621]
portrait-caption: ଜୁନ୍‌କି କୋଇଜୁମୀ — [1362, 1132, 1434, 1145]
fci-region: REGIONAL OFFICE : VANI VIHAR, BHUBANESWAR-7 — [61, 1841, 315, 1852]
article-junki-interview — [928, 908, 1493, 1518]
rte-logo-text: ଶିକ୍ଷା ଅଧିକାର — [509, 1803, 605, 1824]
fci-english-name: FOOD CORPORATION OF INDIA — [161, 1800, 345, 1834]
sambalpur-top: DIRECTORATE OF DISTANCE AND CONTINUING EDUCATION — [26, 1457, 350, 1469]
body-left: ଭୁବନେଶ୍ୱର,29-11-ଦେଶର ପ୍ରମୁଖ କାର ନିର୍ମାତା ଫୋର୍ଡ ଇଣ୍ଡିଆର ଭୁବନେଶ୍ୱରସ୍ଥିତ ଡିଲର କ୍ୟାପିଟାଲ ଫୋର୍ଡରେ ନୂଆ ଫିଗୋ କାର ଗୁରୁବାର ଉନ୍ମୋଚିତ ହୋଇଛି । ନୂଆ ଫିଗୋରେ ଅନେକ ସ୍ମାର୍ଟ ଫିଚର ରହିଛି ବୋଲି କ୍ୟାପିଟାଲ ଫୋର୍ଡର ମହାପ୍ରବନ୍ଧକ ରଞ୍ଜନ କୁମାର ମହାପାତ୍ର କହିଛନ୍ତି । ନୂଆ ଫିଗୋ ଆକର୍ଷଣୀୟ ଡିଜାଇନ ଓ ଉନ୍ନତ ପ୍ରଯୁକ୍ତି ସହ ବଜାରକୁ ଆସିଛି । ଏଥିରେ ଡ୍ୟୁଆଲ ଏୟାରବ୍ୟାଗ, ବ୍ଲୁଟୁଥ୍ ଓ ଅଧିକ ମାଇଲେଜ ସୁବିଧା ରହିଛି । — [935, 182, 1100, 363]
forex-row — [380, 1112, 557, 1132]
chse-row-cell: ୩) ପରୀକ୍ଷା ଶୁଳ୍କ (Practical Subject ପାଇଁ ଅଲଗା) — [749, 1930, 947, 1957]
sambalpur-phone: PH (O) : (0663) 2430813, 2430158(Off), Email: director@sambalpuruniversity.nic.in — [11, 1510, 365, 1522]
ecr-body: ନିମ୍ନଲିଖିତ ନିଲାମ ବିଜ୍ଞପ୍ତିରେ ତାରିଖ ସଂଶୋଧନ କରାଯାଇଛି । ସମସ୍ତ ସର୍ତ୍ତାବଳୀ ଅପରିବର୍ତ୍ତିତ ରହିବ । — [746, 1565, 1097, 1575]
body-right: ଗ୍ରାହକଙ୍କ ପାଇଁ 2 ପରଚା ରଖାଯାଇଛି । 2500କି/3 ମାସ, 10 ହଜାର କିମି/ 1 ବର୍ଷ ୱାରେଣ୍ଟି ମିଳୁଛି । ନୂଆ ଫିଗୋରେ 5,00,189 ଟଙ୍କା ମୂଲ୍ୟରୁ ଆରମ୍ଭ ହେଉଛି । — [1301, 632, 1486, 701]
ecr-web: www.eastcoastrail.indianrailways.gov.in — [961, 1621, 1118, 1631]
fci-hindi-name: भारतीय खाद्य निगम — [24, 1802, 88, 1835]
